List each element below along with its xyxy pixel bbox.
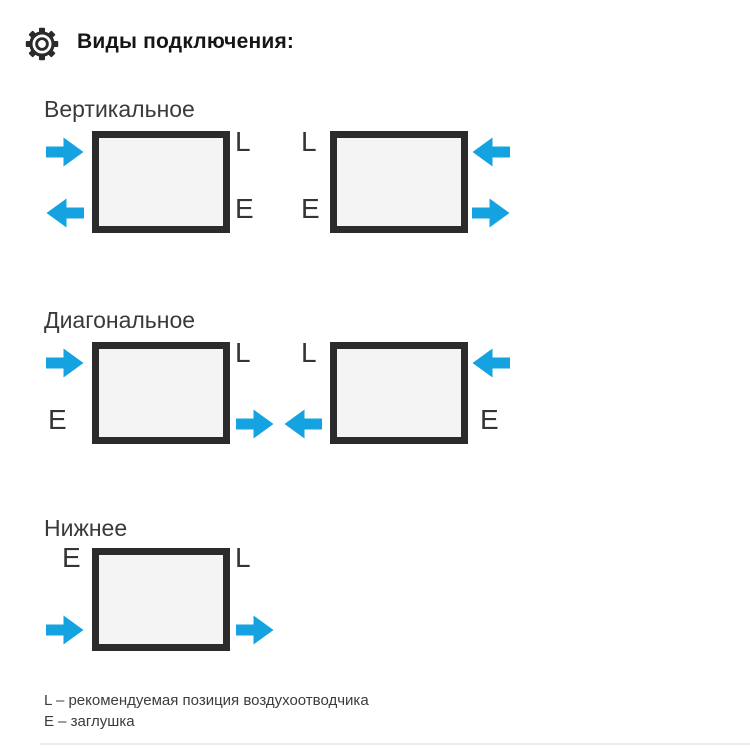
arrow-left-icon [46, 198, 84, 228]
arrow-right-icon [46, 615, 84, 645]
radiator-outline [92, 548, 230, 651]
arrow-left-icon [472, 348, 510, 378]
port-label: L [235, 126, 251, 157]
arrow-right-icon [46, 137, 84, 167]
port-label: L [301, 126, 317, 157]
radiator-outline [330, 342, 468, 444]
legend [44, 690, 369, 732]
arrow-right-icon [472, 198, 510, 228]
arrow-left-icon [284, 409, 322, 439]
radiator-outline [330, 131, 468, 233]
port-label: L [301, 337, 317, 368]
port-label: E [48, 404, 67, 435]
arrow-right-icon [46, 348, 84, 378]
port-label: E [62, 542, 81, 573]
arrow-right-icon [236, 409, 274, 439]
section-title-vertical: Вертикальное [44, 96, 195, 122]
bottom-divider [40, 743, 750, 745]
arrow-right-icon [236, 615, 274, 645]
gear-icon [23, 25, 61, 63]
section-title-diagonal: Диагональное [44, 307, 196, 333]
radiator-outline [92, 342, 230, 444]
port-label: L [235, 542, 251, 573]
port-label: E [235, 193, 254, 224]
port-label: L [235, 337, 251, 368]
arrow-left-icon [472, 137, 510, 167]
legend-line-l: L – рекомендуемая позиция воздухоотводчика [44, 692, 369, 709]
port-label: E [480, 404, 499, 435]
page-title: Виды подключения: [77, 30, 295, 53]
port-label: E [301, 193, 320, 224]
legend-line-e: E – заглушка [44, 713, 135, 730]
radiator-outline [92, 131, 230, 233]
section-title-bottom: Нижнее [44, 515, 128, 541]
